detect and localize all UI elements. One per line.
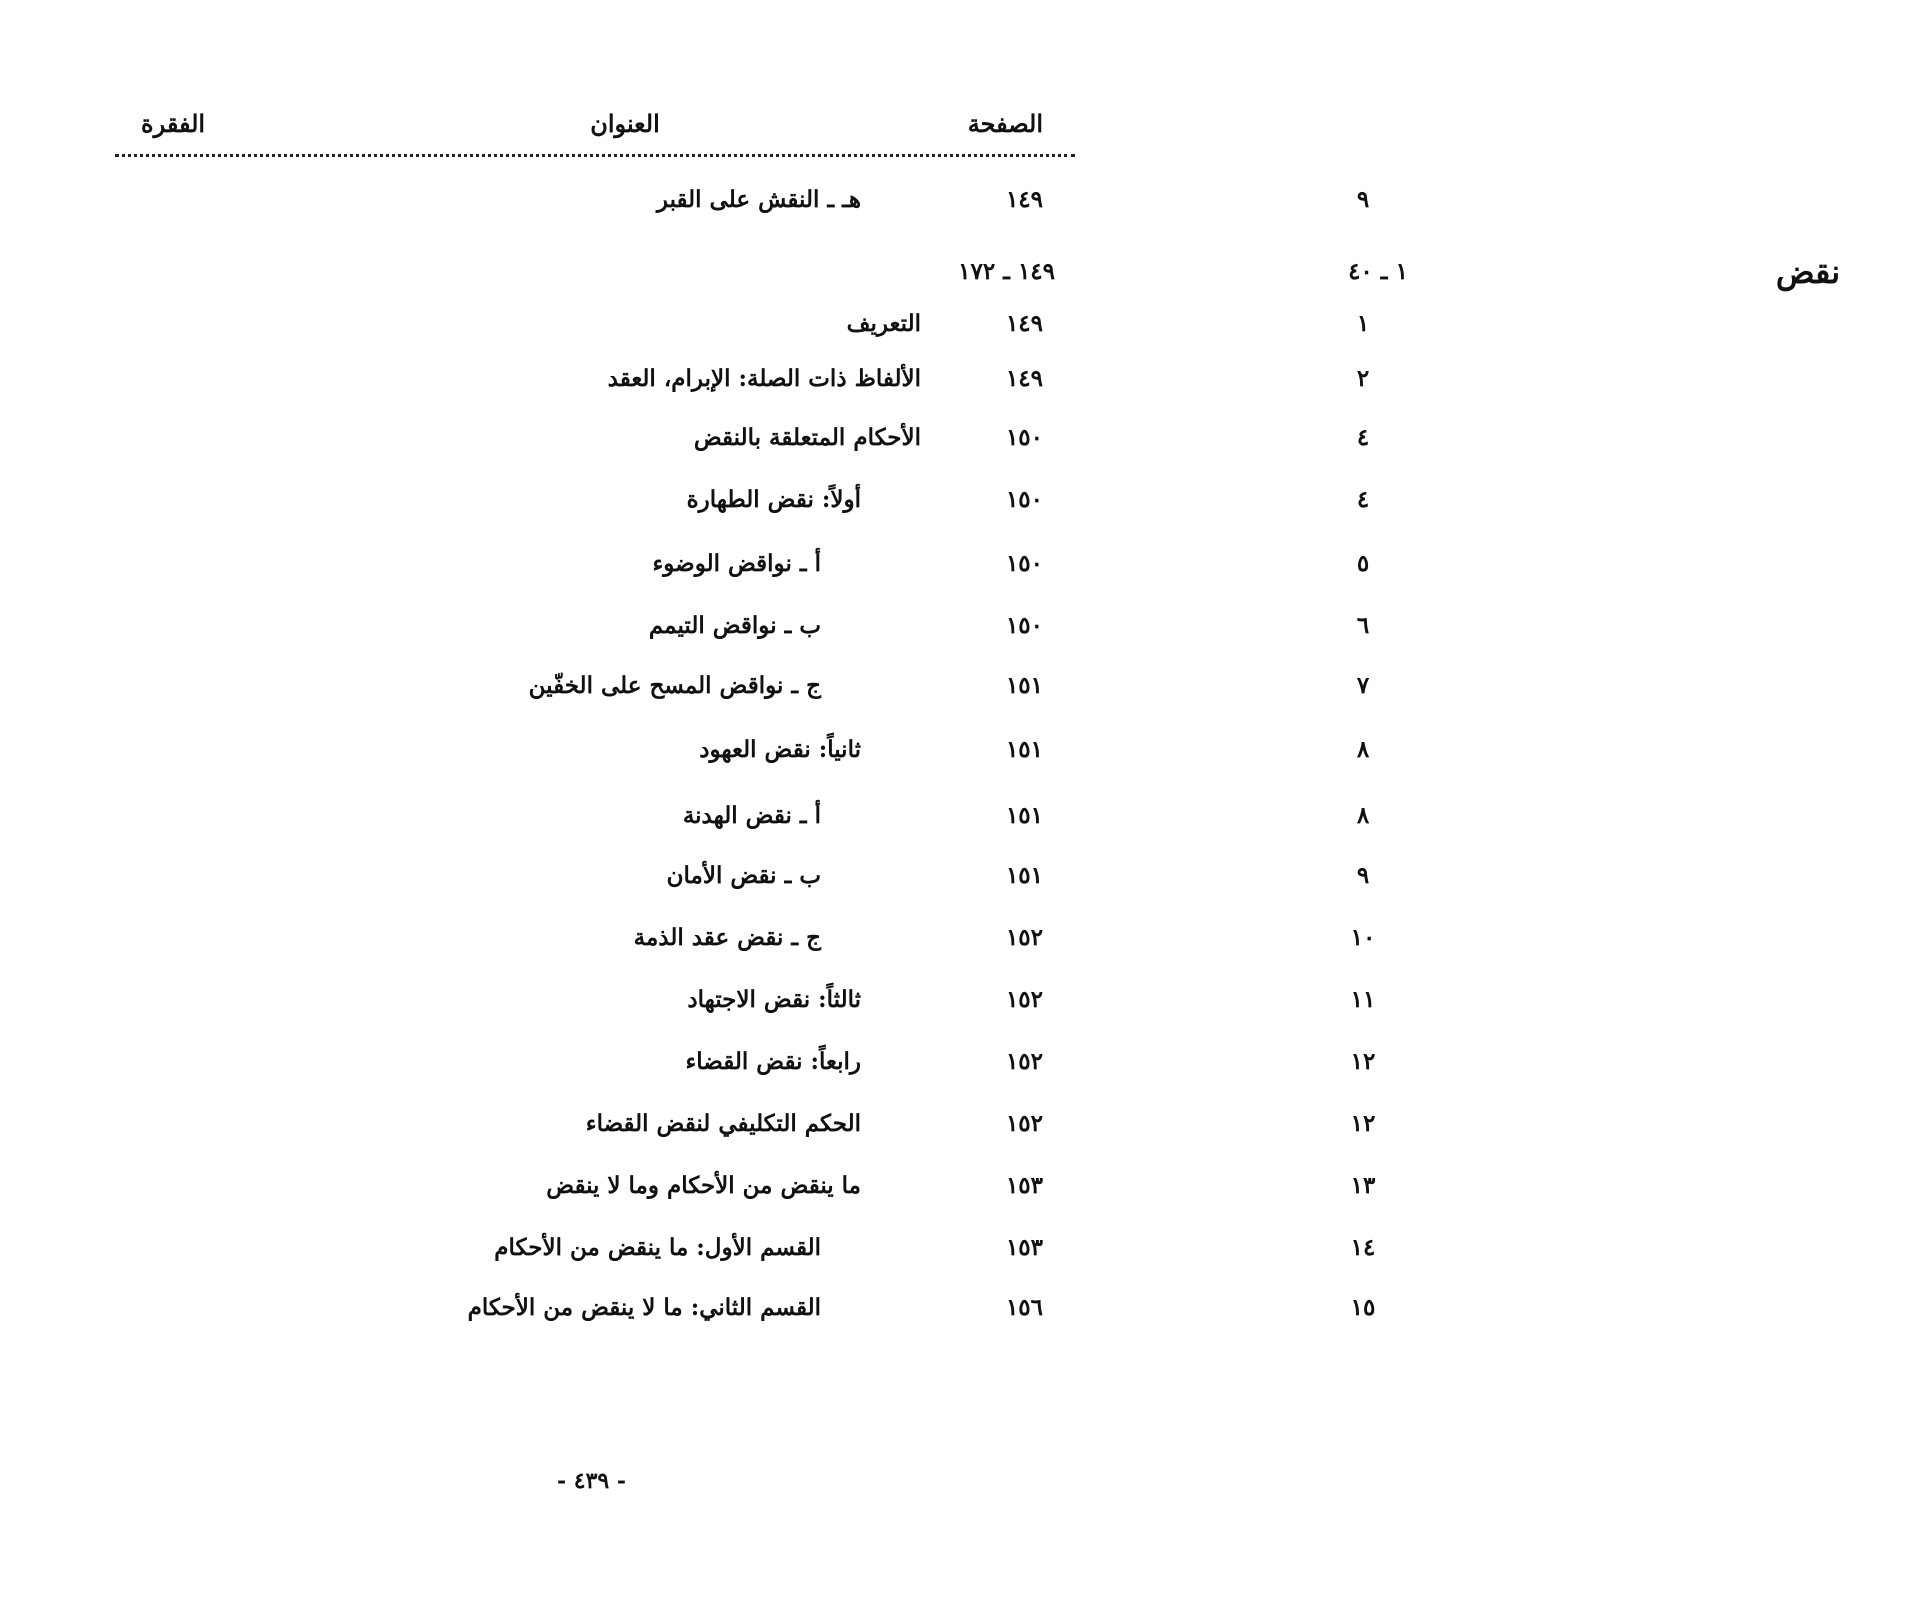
page-number-footer: - ٤٣٩ -	[556, 1468, 627, 1494]
toc-entry-title: ثانياً: نقض العهود	[699, 736, 861, 763]
column-header-page: الصفحة	[967, 109, 1043, 138]
toc-page-number: ١٥٠	[1005, 550, 1043, 577]
toc-paragraph-number: ٧	[1356, 672, 1370, 699]
toc-paragraph-number: ٨	[1356, 736, 1370, 763]
toc-entry-title: أولاً: نقض الطهارة	[686, 486, 861, 513]
toc-page-number: ١٥٠	[1005, 424, 1043, 451]
toc-paragraph-range: ١ ـ ٤٠	[1348, 258, 1408, 285]
toc-entry-title: الأحكام المتعلقة بالنقض	[693, 424, 921, 451]
column-header-paragraph: الفقرة	[141, 109, 206, 138]
toc-page-number: ١٤٩	[1005, 310, 1043, 337]
toc-paragraph-number: ١١	[1350, 986, 1376, 1013]
toc-entry-title: ب ـ نواقض التيمم	[648, 612, 821, 639]
toc-page-number: ١٥٠	[1005, 486, 1043, 513]
dotted-divider	[115, 154, 1075, 157]
toc-entry-title: ما ينقض من الأحكام وما لا ينقض	[546, 1172, 861, 1199]
toc-entry-title: القسم الأول: ما ينقض من الأحكام	[494, 1234, 821, 1261]
column-header-title: العنوان	[590, 109, 660, 138]
toc-entry-title: الألفاظ ذات الصلة: الإبرام، العقد	[607, 365, 921, 392]
toc-paragraph-number: ١٢	[1350, 1048, 1376, 1075]
toc-entry-title: التعريف	[846, 310, 921, 337]
toc-page-number: ١٤٩	[1005, 365, 1043, 392]
section-heading: نقض	[1775, 253, 1841, 291]
toc-paragraph-number: ١٥	[1350, 1294, 1376, 1321]
toc-page-range: ١٤٩ ـ ١٧٢	[958, 258, 1055, 285]
toc-entry-title: ب ـ نقض الأمان	[666, 862, 821, 889]
toc-paragraph-number: ١٣	[1350, 1172, 1376, 1199]
toc-page-number: ١٥١	[1005, 672, 1043, 699]
toc-paragraph-number: ١٢	[1350, 1110, 1376, 1137]
toc-paragraph-number: ٨	[1356, 802, 1370, 829]
toc-paragraph-number: ١٠	[1350, 924, 1376, 951]
toc-entry-title: ج ـ نقض عقد الذمة	[633, 924, 821, 951]
toc-paragraph-number: ١٤	[1350, 1234, 1376, 1261]
toc-page-number: ١٥٣	[1005, 1234, 1043, 1261]
toc-entry-title: رابعاً: نقض القضاء	[685, 1048, 861, 1075]
toc-page-number: ١٥١	[1005, 862, 1043, 889]
toc-paragraph-number: ٩	[1356, 862, 1370, 889]
toc-paragraph-number: ٩	[1356, 186, 1370, 213]
toc-page-number: ١٥١	[1005, 802, 1043, 829]
toc-paragraph-number: ٤	[1356, 486, 1370, 513]
toc-entry-title: ج ـ نواقض المسح على الخفّين	[528, 672, 821, 699]
toc-paragraph-number: ١	[1356, 310, 1370, 337]
toc-paragraph-number: ٤	[1356, 424, 1370, 451]
toc-page-number: ١٥٢	[1005, 924, 1043, 951]
toc-entry-title: ثالثاً: نقض الاجتهاد	[687, 986, 861, 1013]
toc-entry-title: هـ ـ النقش على القبر	[656, 186, 861, 213]
toc-paragraph-number: ٢	[1356, 365, 1370, 392]
toc-entry-title: الحكم التكليفي لنقض القضاء	[585, 1110, 861, 1137]
toc-page-number: ١٥٢	[1005, 1048, 1043, 1075]
toc-entry-title: أ ـ نواقض الوضوء	[652, 550, 821, 577]
toc-paragraph-number: ٥	[1356, 550, 1370, 577]
toc-entry-title: أ ـ نقض الهدنة	[682, 802, 821, 829]
toc-page-number: ١٥١	[1005, 736, 1043, 763]
toc-page-number: ١٥٢	[1005, 1110, 1043, 1137]
toc-paragraph-number: ٦	[1356, 612, 1370, 639]
toc-entry-title: القسم الثاني: ما لا ينقض من الأحكام	[467, 1294, 821, 1321]
toc-page-number: ١٥٣	[1005, 1172, 1043, 1199]
toc-page-number: ١٥٦	[1005, 1294, 1043, 1321]
toc-page-number: ١٥٠	[1005, 612, 1043, 639]
toc-page-number: ١٤٩	[1005, 186, 1043, 213]
toc-page-number: ١٥٢	[1005, 986, 1043, 1013]
